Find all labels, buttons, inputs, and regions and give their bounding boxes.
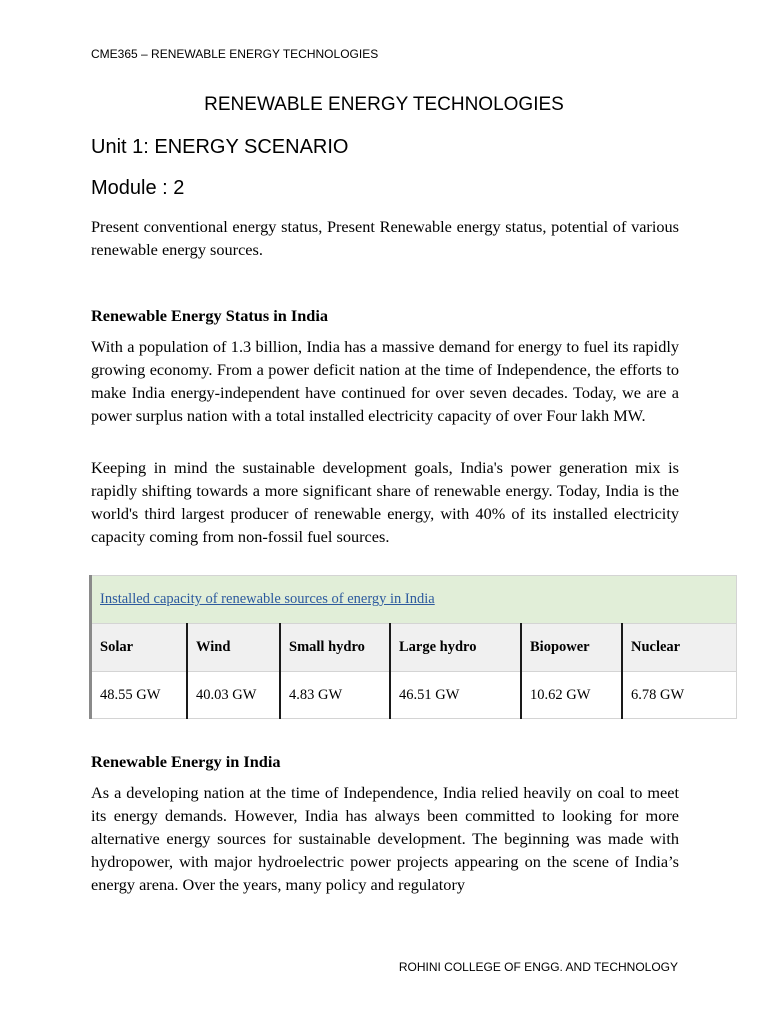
section-heading-status: Renewable Energy Status in India <box>91 306 329 325</box>
unit-title: Unit 1: ENERGY SCENARIO <box>91 136 349 158</box>
column-header-small-hydro: Small hydro <box>280 624 390 672</box>
column-header-wind: Wind <box>187 624 280 672</box>
table-row <box>91 672 737 719</box>
cell-biopower: 10.62 GW <box>521 672 622 719</box>
cell-solar: 48.55 GW <box>91 672 188 719</box>
column-header-solar: Solar <box>91 624 188 672</box>
cell-wind: 40.03 GW <box>187 672 280 719</box>
cell-large-hydro: 46.51 GW <box>390 672 521 719</box>
capacity-table <box>89 575 737 719</box>
india-paragraph-1: As a developing nation at the time of Independence, India relied heavily on coal to meet its energy demands. However, India has always been committed to looking for more alternative energy sources for sustainable development. The beginning was made with hydropower, with major hydroelectric power projects appearing on the scene of India’s energy arena. Over the years, many policy and regulatory <box>91 783 679 894</box>
column-header-biopower: Biopower <box>521 624 622 672</box>
table-header-row <box>91 624 737 672</box>
status-paragraph-2: Keeping in mind the sustainable development goals, India's power generation mix is rapidly shifting towards a more significant share of renewable energy. Today, India is the world's third largest producer of renewable energy, with 40% of its installed electricity capacity coming from non-fossil fuel sources. <box>91 458 679 546</box>
column-header-nuclear: Nuclear <box>622 624 737 672</box>
cell-small-hydro: 4.83 GW <box>280 672 390 719</box>
intro-paragraph: Present conventional energy status, Present Renewable energy status, potential of various renewable energy sources. <box>91 217 679 259</box>
table-caption-link[interactable]: Installed capacity of renewable sources of energy in India <box>100 591 435 607</box>
table-caption-row <box>91 576 737 624</box>
page-title: RENEWABLE ENERGY TECHNOLOGIES <box>204 94 564 115</box>
course-header: CME365 – RENEWABLE ENERGY TECHNOLOGIES <box>91 47 379 61</box>
cell-nuclear: 6.78 GW <box>622 672 737 719</box>
column-header-large-hydro: Large hydro <box>390 624 521 672</box>
section-heading-india: Renewable Energy in India <box>91 752 281 771</box>
institution-footer: ROHINI COLLEGE OF ENGG. AND TECHNOLOGY <box>398 960 678 974</box>
module-title: Module : 2 <box>91 177 185 199</box>
status-paragraph-1: With a population of 1.3 billion, India has a massive demand for energy to fuel its rapidly growing economy. From a power deficit nation at the time of Independence, the efforts to make India energy-independent have continued for over seven decades. Today, we are a power surplus nation with a total installed electricity capacity of over Four lakh MW. <box>91 337 679 425</box>
